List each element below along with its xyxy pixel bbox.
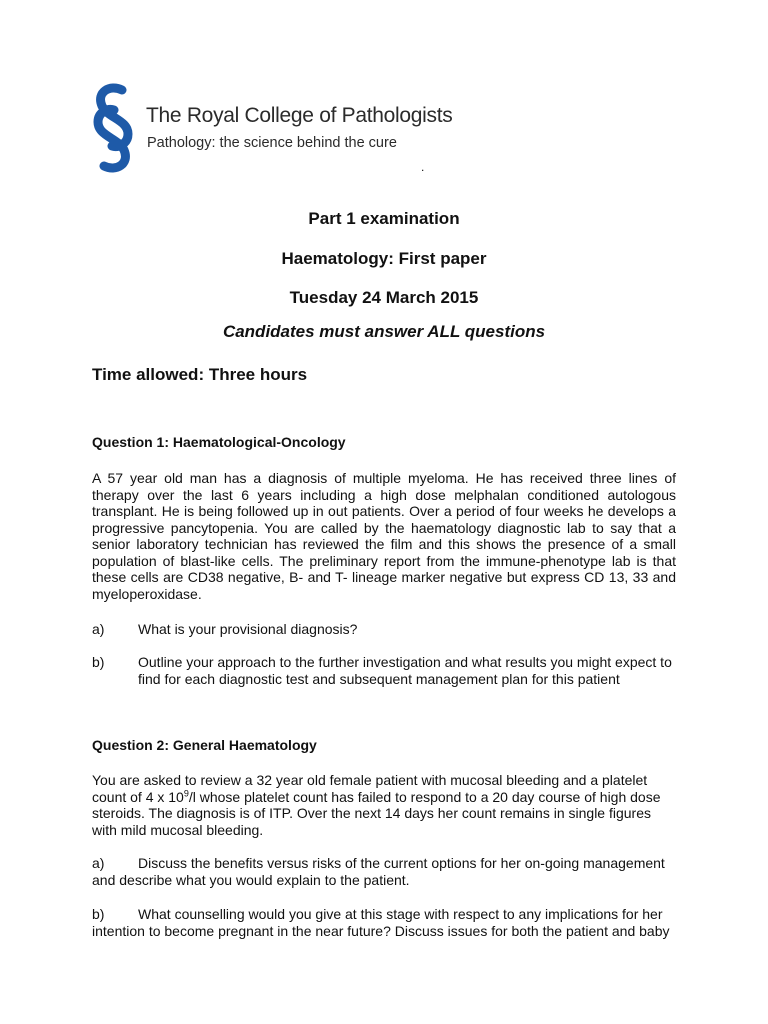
exponent: 9 <box>183 787 189 798</box>
stray-mark: . <box>421 160 425 174</box>
question-2-heading: Question 2: General Haematology <box>92 737 317 753</box>
question-1-body: A 57 year old man has a diagnosis of multiple myeloma. He has received three lines of therapy over the last 6 years including a high dose melphalan conditioned autologous transplant. He is being followed up in out patients. Over a period of four weeks he develops a progressive pancytopenia. You are called by the haematology diagnostic lab to say that a senior laboratory technician has reviewed the film and this shows the presence of a small population of blast-like cells. The preliminary report from the immune-phenotype lab is that these cells are CD38 negative, B- and T- lineage marker negative but express CD 13, 33 and myeloperoxidase. <box>92 470 676 602</box>
part-text: Outline your approach to the further investigation and what results you might expect to find for each diagnostic test and subsequent management plan for this patient <box>138 654 672 687</box>
part-text: What is your provisional diagnosis? <box>138 621 358 637</box>
logo-title: The Royal College of Pathologists <box>146 104 453 127</box>
college-logo <box>88 82 453 174</box>
part-text: Discuss the benefits versus risks of the current options for her on-going management and describe what you would explain to the patient. <box>92 855 665 888</box>
question-2-body-part2: /l whose platelet count has failed to respond to a 20 day course of high dose steroids. The diagnosis is of ITP. Over the next 14 days her count remains in single figures with mild mucosal bleeding. <box>92 788 661 838</box>
question-1-heading: Question 1: Haematological-Oncology <box>92 434 346 450</box>
time-allowed: Time allowed: Three hours <box>92 365 308 384</box>
logo-subtitle: Pathology: the science behind the cure <box>147 135 397 151</box>
question-1-part-b <box>92 654 676 687</box>
part-label: a) <box>92 621 105 637</box>
question-2-part-a <box>92 855 676 888</box>
part-label: a) <box>92 855 105 871</box>
question-2-part-b <box>92 906 676 939</box>
paper-title: Haematology: First paper <box>281 249 487 268</box>
question-2-body-part1: You are asked to review a 32 year old female patient with mucosal bleeding and a platelet count of 4 x 10 <box>92 772 648 805</box>
exam-date: Tuesday 24 March 2015 <box>289 288 479 307</box>
section-sign-icon <box>88 82 140 174</box>
part-label: b) <box>92 906 105 922</box>
question-2-body <box>92 772 676 838</box>
question-1-part-a <box>92 621 676 638</box>
instruction-text: Candidates must answer ALL questions <box>222 322 546 341</box>
part-label: b) <box>92 654 105 670</box>
exam-part-title: Part 1 examination <box>308 209 460 228</box>
part-text: What counselling would you give at this stage with respect to any implications for her intention to become pregnant in the near future? Discuss issues for both the patient and baby <box>92 906 670 939</box>
